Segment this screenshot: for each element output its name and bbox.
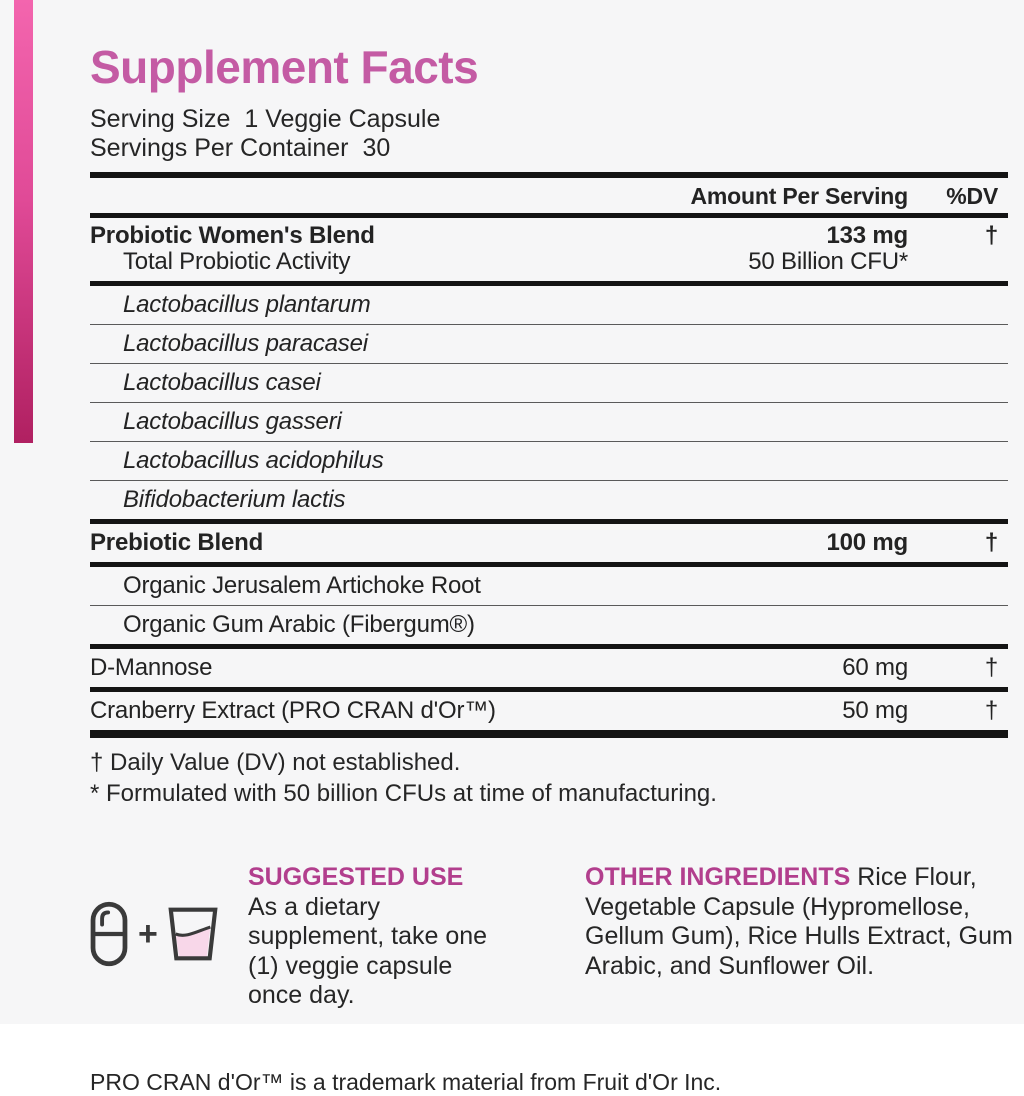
probiotic-blend-section	[90, 218, 1008, 286]
table-row	[90, 649, 1008, 687]
d-mannose-name: D-Mannose	[90, 654, 213, 681]
other-ingredients-text: Rice Flour, Vegetable Capsule (Hypromellose, Gellum Gum), Rice Hulls Extract, Gum Arabic, and Sunflower Oil.	[585, 863, 1013, 980]
probiotic-blend-amount: 133 mg	[826, 222, 908, 249]
table-row	[90, 524, 1008, 562]
serving-size-row	[90, 105, 1008, 134]
cranberry-name: Cranberry Extract (PRO CRAN d'Or™)	[90, 697, 496, 724]
prebiotic-item-name: Organic Gum Arabic (Fibergum®)	[123, 611, 475, 638]
capsule-icon	[90, 901, 128, 967]
percent-dv-header: %DV	[946, 183, 998, 209]
table-row	[90, 249, 1008, 281]
other-ingredients-block	[585, 863, 1015, 1011]
table-row	[90, 364, 1008, 403]
table-row	[90, 442, 1008, 481]
table-header-row	[90, 178, 1008, 218]
other-ingredients-heading: OTHER INGREDIENTS	[585, 863, 851, 891]
species-name: Lactobacillus acidophilus	[123, 447, 384, 474]
table-row	[90, 286, 1008, 325]
servings-per-container-label: Servings Per Container	[90, 134, 349, 162]
dagger-footnote: † Daily Value (DV) not established.	[90, 749, 461, 776]
total-probiotic-activity-label: Total Probiotic Activity	[123, 248, 351, 275]
total-probiotic-activity-amount: 50 Billion CFU*	[748, 248, 908, 275]
asterisk-footnote: * Formulated with 50 billion CFUs at time of manufacturing.	[90, 780, 717, 807]
cranberry-section	[90, 692, 1008, 738]
facts-table	[90, 172, 1008, 738]
prebiotic-item-name: Organic Jerusalem Artichoke Root	[123, 572, 481, 599]
cranberry-amount: 50 mg	[842, 697, 908, 724]
suggested-use-block	[248, 863, 490, 1011]
d-mannose-dv: †	[984, 654, 998, 681]
label-content	[90, 0, 1013, 1096]
species-name: Lactobacillus paracasei	[123, 330, 368, 357]
page-title: Supplement Facts	[90, 41, 479, 93]
servings-per-container-value: 30	[362, 134, 391, 162]
species-name: Bifidobacterium lactis	[123, 486, 346, 513]
table-row	[90, 403, 1008, 442]
table-row	[90, 481, 1008, 519]
prebiotic-blend-dv: †	[984, 529, 998, 556]
table-row	[90, 325, 1008, 364]
serving-info	[90, 105, 1008, 163]
prebiotic-blend-amount: 100 mg	[826, 529, 908, 556]
species-name: Lactobacillus gasseri	[123, 408, 342, 435]
serving-size-value: 1 Veggie Capsule	[244, 105, 441, 133]
pink-accent-bar	[14, 0, 33, 443]
d-mannose-amount: 60 mg	[842, 654, 908, 681]
table-row	[90, 567, 1008, 606]
water-glass-icon	[168, 900, 218, 968]
serving-size-label: Serving Size	[90, 105, 231, 133]
d-mannose-section	[90, 649, 1008, 692]
plus-icon: +	[138, 915, 158, 953]
prebiotic-blend-name: Prebiotic Blend	[90, 529, 264, 556]
species-name: Lactobacillus plantarum	[123, 291, 371, 318]
amount-per-serving-header: Amount Per Serving	[690, 183, 908, 209]
table-row	[90, 606, 1008, 644]
table-row	[90, 218, 1008, 249]
table-row	[90, 692, 1008, 730]
probiotic-blend-dv: †	[984, 222, 998, 249]
species-name: Lactobacillus casei	[123, 369, 321, 396]
servings-per-container-row	[90, 134, 1008, 163]
suggested-use-heading: SUGGESTED USE	[248, 863, 464, 891]
suggested-use-text: As a dietary supplement, take one (1) veggie capsule once day.	[248, 892, 488, 1009]
usage-section	[90, 863, 1013, 1011]
probiotic-blend-name: Probiotic Women's Blend	[90, 222, 375, 249]
prebiotic-blend-section	[90, 524, 1008, 567]
probiotic-species-list	[90, 286, 1008, 524]
footnotes	[90, 747, 1008, 809]
cranberry-dv: †	[984, 697, 998, 724]
trademark-note: PRO CRAN d'Or™ is a trademark material from Fruit d'Or Inc.	[90, 1068, 722, 1095]
prebiotic-items-list	[90, 567, 1008, 649]
usage-icons	[90, 899, 248, 969]
